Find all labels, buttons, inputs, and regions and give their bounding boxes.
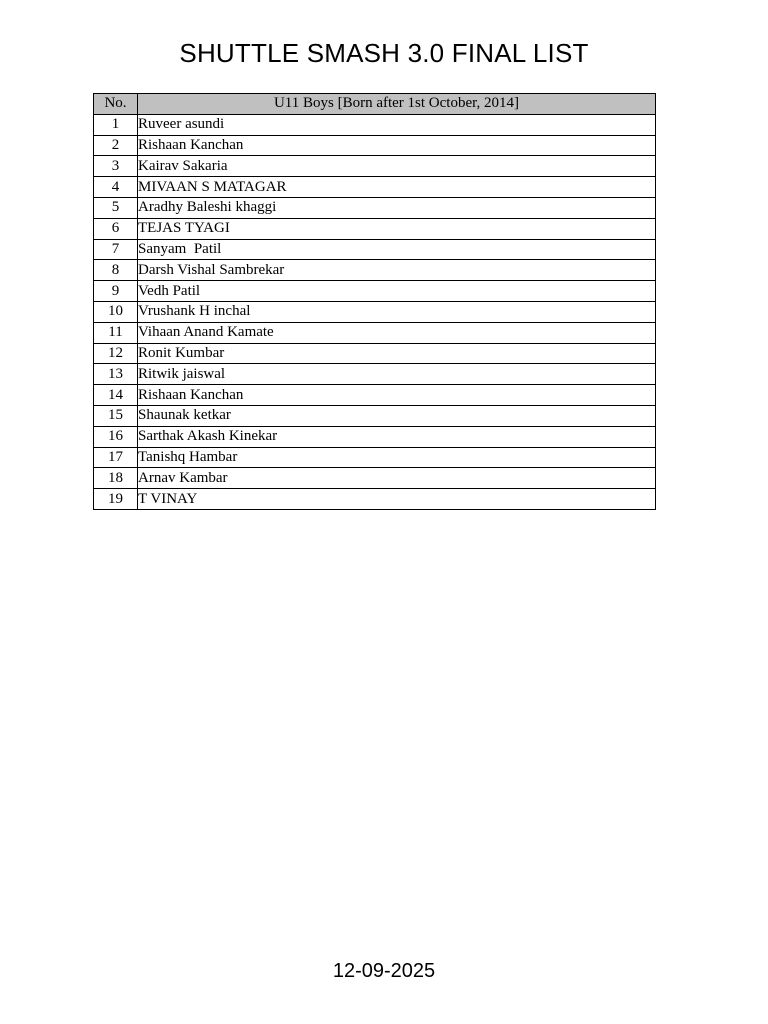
table-row xyxy=(94,260,656,281)
participant-name: Arnav Kambar xyxy=(138,468,656,489)
table-row xyxy=(94,114,656,135)
table-row xyxy=(94,426,656,447)
column-header-no: No. xyxy=(94,94,138,115)
participant-name: Vihaan Anand Kamate xyxy=(138,322,656,343)
table-row xyxy=(94,177,656,198)
table-row xyxy=(94,343,656,364)
page-title: SHUTTLE SMASH 3.0 FINAL LIST xyxy=(179,38,589,68)
participant-name: Ruveer asundi xyxy=(138,114,656,135)
row-number: 10 xyxy=(94,301,138,322)
table-body xyxy=(94,114,656,509)
participant-name: Vrushank H inchal xyxy=(138,301,656,322)
participant-name: T VINAY xyxy=(138,489,656,510)
participant-name: Shaunak ketkar xyxy=(138,405,656,426)
row-number: 15 xyxy=(94,405,138,426)
table-row xyxy=(94,468,656,489)
participant-name: Darsh Vishal Sambrekar xyxy=(138,260,656,281)
row-number: 2 xyxy=(94,135,138,156)
page-date: 12-09-2025 xyxy=(332,960,436,982)
table-row xyxy=(94,218,656,239)
participant-name: MIVAAN S MATAGAR xyxy=(138,177,656,198)
participant-name: Ritwik jaiswal xyxy=(138,364,656,385)
table-row xyxy=(94,322,656,343)
row-number: 5 xyxy=(94,197,138,218)
participant-name: Sanyam Patil xyxy=(138,239,656,260)
table-row xyxy=(94,405,656,426)
participant-name: Sarthak Akash Kinekar xyxy=(138,426,656,447)
row-number: 18 xyxy=(94,468,138,489)
row-number: 16 xyxy=(94,426,138,447)
participant-table xyxy=(93,93,656,510)
participant-name: Rishaan Kanchan xyxy=(138,385,656,406)
table-row xyxy=(94,385,656,406)
column-header-category: U11 Boys [Born after 1st October, 2014] xyxy=(138,94,656,115)
row-number: 17 xyxy=(94,447,138,468)
table-row xyxy=(94,197,656,218)
row-number: 8 xyxy=(94,260,138,281)
row-number: 13 xyxy=(94,364,138,385)
table-row xyxy=(94,281,656,302)
participant-name: TEJAS TYAGI xyxy=(138,218,656,239)
table-row xyxy=(94,135,656,156)
table-row xyxy=(94,489,656,510)
participant-name: Ronit Kumbar xyxy=(138,343,656,364)
row-number: 7 xyxy=(94,239,138,260)
table-row xyxy=(94,301,656,322)
participant-name: Rishaan Kanchan xyxy=(138,135,656,156)
participant-name: Vedh Patil xyxy=(138,281,656,302)
row-number: 3 xyxy=(94,156,138,177)
row-number: 4 xyxy=(94,177,138,198)
row-number: 12 xyxy=(94,343,138,364)
row-number: 6 xyxy=(94,218,138,239)
table-row xyxy=(94,239,656,260)
row-number: 19 xyxy=(94,489,138,510)
table-row xyxy=(94,156,656,177)
table-header-row xyxy=(94,94,656,115)
participant-name: Aradhy Baleshi khaggi xyxy=(138,197,656,218)
row-number: 9 xyxy=(94,281,138,302)
row-number: 1 xyxy=(94,114,138,135)
row-number: 11 xyxy=(94,322,138,343)
row-number: 14 xyxy=(94,385,138,406)
table-row xyxy=(94,447,656,468)
table-row xyxy=(94,364,656,385)
participant-name: Kairav Sakaria xyxy=(138,156,656,177)
participant-name: Tanishq Hambar xyxy=(138,447,656,468)
